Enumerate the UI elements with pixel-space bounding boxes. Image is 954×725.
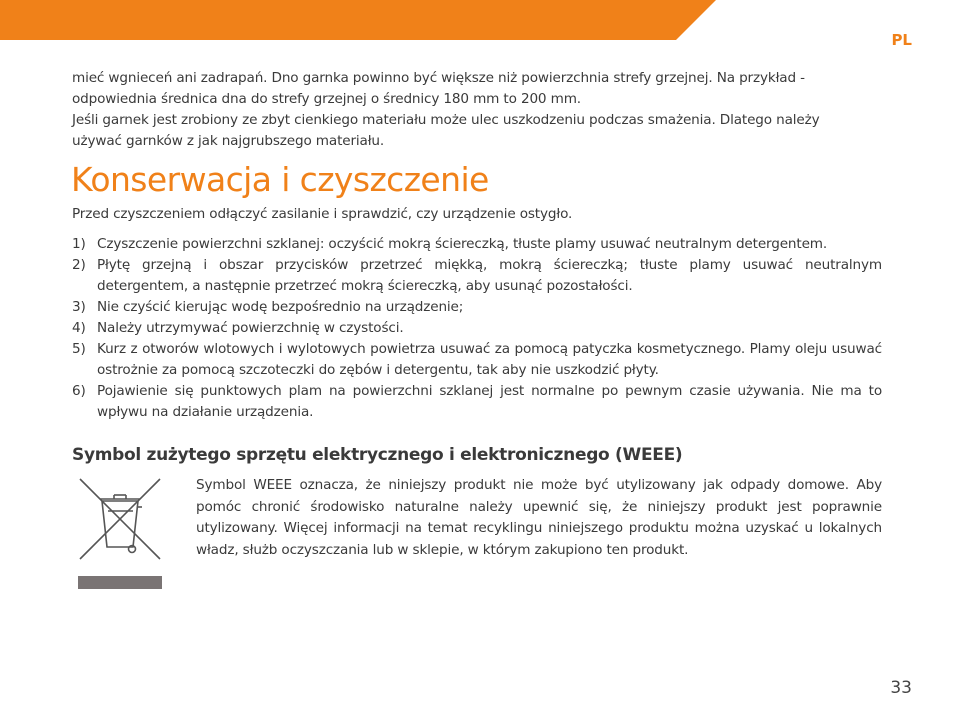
list-item-text: Pojawienie się punktowych plam na powierzchni szklanej jest normalne po pewnym czasie używania. Nie ma to wpływu na działanie urządzenia. xyxy=(97,383,882,420)
list-item-number: 4) xyxy=(72,320,86,336)
list-item-number: 2) xyxy=(72,257,86,273)
list-item xyxy=(72,339,882,381)
list-item xyxy=(72,318,882,339)
list-item-text: Czyszczenie powierzchni szklanej: oczyścić mokrą ściereczką, tłuste plamy usuwać neutralnym detergentem. xyxy=(97,236,828,252)
list-item xyxy=(72,297,882,318)
weee-heading: Symbol zużytego sprzętu elektrycznego i elektronicznego (WEEE) xyxy=(72,445,683,465)
list-item-text: Należy utrzymywać powierzchnię w czystości. xyxy=(97,320,404,336)
list-item-number: 6) xyxy=(72,383,86,399)
continuation-line: Jeśli garnek jest zrobiony ze zbyt cienkiego materiału może ulec uszkodzeniu podczas smażenia. Dlatego należy xyxy=(72,112,820,128)
page-content xyxy=(72,68,882,595)
section-title: Konserwacja i czyszczenie xyxy=(71,160,489,199)
list-item-text: Nie czyścić kierując wodę bezpośrednio na urządzenie; xyxy=(97,299,464,315)
language-label: PL xyxy=(891,31,912,49)
header-band xyxy=(0,0,954,40)
cleaning-steps-list xyxy=(72,234,882,423)
continuation-line: używać garnków z jak najgrubszego materiału. xyxy=(72,133,385,149)
list-item-text: Kurz z otworów wlotowych i wylotowych powietrza usuwać za pomocą patyczka kosmetycznego. Plamy oleju usuwać ostrożnie za pomocą szczoteczki do zębów i detergentu, tak aby nie uszkodzić płyty. xyxy=(97,341,882,378)
continuation-line: odpowiednia średnica dna do strefy grzejnej o średnicy 180 mm to 200 mm. xyxy=(72,91,581,107)
list-item-number: 5) xyxy=(72,341,86,357)
weee-section xyxy=(72,475,882,595)
page-number: 33 xyxy=(890,678,912,698)
continuation-line: mieć wgnieceń ani zadrapań. Dno garnka powinno być większe niż powierzchnia strefy grzejnej. Na przykład - xyxy=(72,70,805,86)
list-item xyxy=(72,381,882,423)
list-item xyxy=(72,234,882,255)
section-intro: Przed czyszczeniem odłączyć zasilanie i sprawdzić, czy urządzenie ostygło. xyxy=(72,206,573,222)
list-item-number: 1) xyxy=(72,236,86,252)
list-item xyxy=(72,255,882,297)
weee-description: Symbol WEEE oznacza, że niniejszy produkt nie może być utylizowany jak odpady domowe. Aby pomóc chronić środowisko naturalne należy upewnić się, że niniejszy produkt jest poprawnie utylizowany. Więcej informacji na temat recyklingu niniejszego produktu można uzyskać u lokalnych władz, służb oczyszczania lub w sklepie, w którym zakupiono ten produkt. xyxy=(196,477,882,558)
list-item-number: 3) xyxy=(72,299,86,315)
crossed-out-wheelie-bin-icon xyxy=(78,477,162,589)
list-item-text: Płytę grzejną i obszar przycisków przetrzeć miękką, mokrą ściereczką; tłuste plamy usuwać neutralnym detergentem, a następnie przetrzeć mokrą ściereczką, aby usunąć pozostałości. xyxy=(97,257,882,294)
